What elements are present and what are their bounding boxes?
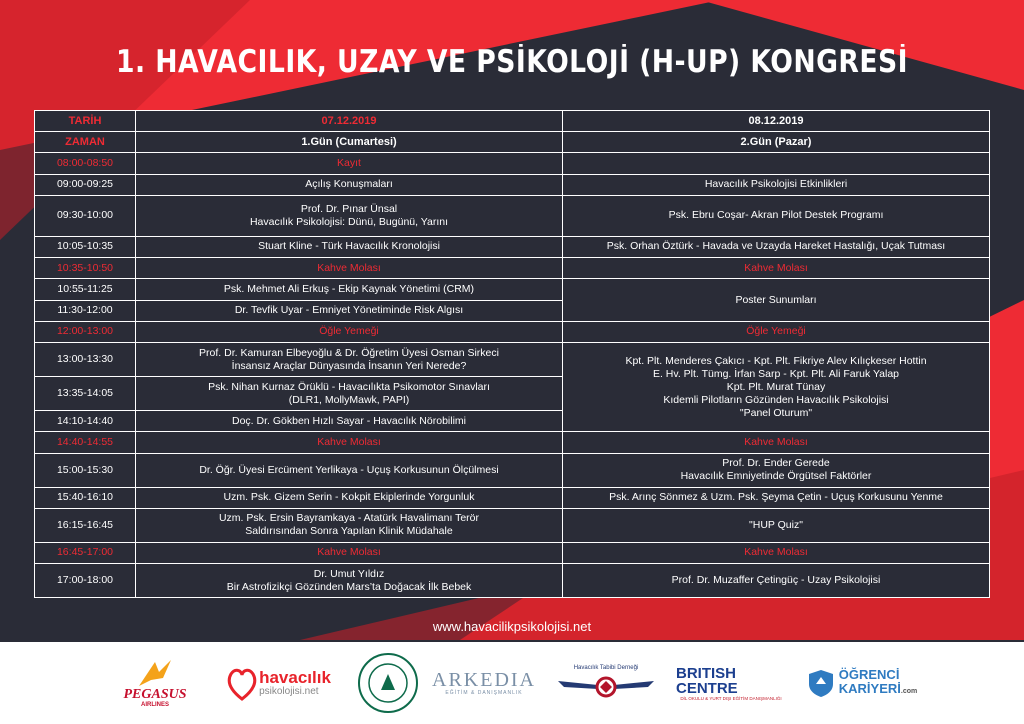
session-cell [563, 453, 990, 487]
table-row [35, 487, 990, 508]
break-cell: Kahve Molası [136, 542, 563, 563]
session-cell: Doç. Dr. Gökben Hızlı Sayar - Havacılık Nörobilimi [136, 411, 563, 432]
time-cell: 09:00-09:25 [35, 174, 136, 195]
british-centre-logo [676, 650, 786, 716]
session-topic: İnsansız Araçlar Dünyasında İnsanın Yeri Nerede? [231, 359, 467, 372]
panel-line: Kpt. Plt. Menderes Çakıcı - Kpt. Plt. Fikriye Alev Kılıçkeser Hottin [625, 354, 927, 367]
panel-cell [563, 343, 990, 432]
table-row [35, 321, 990, 342]
lunch-cell: Öğle Yemeği [563, 321, 990, 342]
heart-icon [227, 665, 257, 701]
session-topic: Havacılık Emniyetinde Örgütsel Faktörler [680, 470, 872, 483]
table-row [35, 132, 990, 153]
time-cell: 14:10-14:40 [35, 411, 136, 432]
time-cell: 09:30-10:00 [35, 195, 136, 236]
table-row [35, 542, 990, 563]
session-speaker: Prof. Dr. Pınar Ünsal [300, 202, 398, 215]
session-cell: Uzm. Psk. Gizem Serin - Kokpit Ekiplerinde Yorgunluk [136, 487, 563, 508]
table-row [35, 153, 990, 174]
session-speaker: Prof. Dr. Ender Gerede [722, 457, 830, 470]
uskudar-seal-icon [357, 652, 419, 714]
session-topic: Bir Astrofizikçi Gözünden Mars’ta Doğacak İlk Bebek [226, 580, 472, 593]
table-row [35, 195, 990, 236]
panel-line: E. Hv. Plt. Tümg. İrfan Sarp - Kpt. Plt. Ali Faruk Yalap [652, 367, 900, 380]
day1-date: 07.12.2019 [136, 111, 563, 132]
dernek-name: Havacılık Tabibi Derneği [573, 665, 639, 671]
table-row [35, 343, 990, 377]
havacilik-name: havacılık [259, 668, 331, 687]
day2-name: 2.Gün (Pazar) [563, 132, 990, 153]
shield-icon [807, 668, 835, 698]
british-name: BRITISH CENTRE [676, 664, 738, 697]
session-cell: "HUP Quiz" [563, 508, 990, 542]
time-cell: 10:35-10:50 [35, 258, 136, 279]
time-cell: 10:55-11:25 [35, 279, 136, 300]
ogrenci-kariyeri-logo [806, 650, 918, 716]
pegasus-name: PEGASUS [123, 687, 187, 702]
session-cell [136, 508, 563, 542]
session-cell: Poster Sunumları [563, 279, 990, 321]
session-speaker: Uzm. Psk. Ersin Bayramkaya - Atatürk Havalimanı Terör [218, 512, 480, 525]
time-cell: 15:00-15:30 [35, 453, 136, 487]
table-row [35, 236, 990, 257]
lunch-cell: Öğle Yemeği [136, 321, 563, 342]
arkedia-name: ARKEDIA [432, 669, 536, 691]
arkedia-sub: EĞİTİM & DANIŞMANLIK [445, 690, 523, 696]
time-cell: 12:00-13:00 [35, 321, 136, 342]
pegasus-sub: AIRLINES [140, 702, 169, 708]
time-cell: 14:40-14:55 [35, 432, 136, 453]
uskudar-logo [355, 650, 421, 716]
zaman-label: ZAMAN [35, 132, 136, 153]
session-cell [136, 377, 563, 411]
panel-line: Kıdemli Pilotların Gözünden Havacılık Psikolojisi [663, 393, 889, 406]
time-cell: 08:00-08:50 [35, 153, 136, 174]
kariyeri-com: .com [900, 687, 918, 695]
session-cell: Dr. Öğr. Üyesi Ercüment Yerlikaya - Uçuş Korkusunun Ölçülmesi [136, 453, 563, 487]
table-row [35, 564, 990, 598]
break-cell: Kahve Molası [563, 432, 990, 453]
table-row [35, 258, 990, 279]
session-topic: (DLR1, MollyMawk, PAPI) [288, 393, 410, 406]
time-cell: 10:05-10:35 [35, 236, 136, 257]
day1-name: 1.Gün (Cumartesi) [136, 132, 563, 153]
break-cell: Kahve Molası [563, 258, 990, 279]
panel-line: Kpt. Plt. Murat Tünay [726, 380, 826, 393]
session-cell: Dr. Tevfik Uyar - Emniyet Yönetiminde Risk Algısı [136, 300, 563, 321]
empty-cell [563, 153, 990, 174]
table-row [35, 432, 990, 453]
time-cell: 17:00-18:00 [35, 564, 136, 598]
session-topic: Havacılık Psikolojisi: Dünü, Bugünü, Yarını [249, 215, 449, 228]
time-cell: 13:00-13:30 [35, 343, 136, 377]
session-cell: Açılış Konuşmaları [136, 174, 563, 195]
session-cell: Prof. Dr. Muzaffer Çetingüç - Uzay Psikolojisi [563, 564, 990, 598]
session-topic: Saldırısından Sonra Yapılan Klinik Müdahale [245, 525, 453, 538]
session-cell [136, 564, 563, 598]
session-cell [136, 195, 563, 236]
schedule-table [34, 110, 990, 598]
table-row [35, 174, 990, 195]
session-cell: Psk. Orhan Öztürk - Havada ve Uzayda Hareket Hastalığı, Uçak Tutması [563, 236, 990, 257]
session-cell: Stuart Kline - Türk Havacılık Kronolojisi [136, 236, 563, 257]
time-cell: 15:40-16:10 [35, 487, 136, 508]
pegasus-logo [112, 650, 198, 716]
session-cell [136, 343, 563, 377]
time-cell: 16:15-16:45 [35, 508, 136, 542]
wings-emblem-icon [556, 671, 656, 701]
day2-date: 08.12.2019 [563, 111, 990, 132]
arkedia-logo [434, 650, 534, 716]
time-cell: 11:30-12:00 [35, 300, 136, 321]
table-row [35, 508, 990, 542]
sponsor-footer [0, 642, 1024, 724]
panel-line: "Panel Oturum" [739, 406, 813, 419]
dernek-logo [552, 650, 660, 716]
session-speaker: Psk. Nihan Kurnaz Örüklü - Havacılıkta Psikomotor Sınavları [208, 380, 490, 393]
pegasus-wing-icon [135, 658, 175, 688]
havacilik-logo [220, 650, 338, 716]
session-speaker: Prof. Dr. Kamuran Elbeyoğlu & Dr. Öğretim Üyesi Osman Sirkeci [199, 346, 499, 359]
table-row [35, 453, 990, 487]
website-link[interactable]: www.havacilikpsikolojisi.net [432, 619, 592, 634]
break-cell: Kahve Molası [563, 542, 990, 563]
time-cell: 16:45-17:00 [35, 542, 136, 563]
session-cell: Psk. Mehmet Ali Erkuş - Ekip Kaynak Yönetimi (CRM) [136, 279, 563, 300]
table-row [35, 279, 990, 300]
congress-title: 1. HAVACILIK, UZAY VE PSİKOLOJİ (H-UP) KONGRESİ [115, 44, 909, 80]
break-cell: Kahve Molası [136, 258, 563, 279]
session-cell: Kayıt [136, 153, 563, 174]
kariyeri-text: KARİYERİ [838, 680, 901, 696]
session-cell: Psk. Arınç Sönmez & Uzm. Psk. Şeyma Çetin - Uçuş Korkusunu Yenme [563, 487, 990, 508]
tarih-label: TARİH [35, 111, 136, 132]
session-cell: Havacılık Psikolojisi Etkinlikleri [563, 174, 990, 195]
session-cell: Psk. Ebru Coşar- Akran Pilot Destek Programı [563, 195, 990, 236]
british-sub: DİL OKULU & YURT DIŞI EĞİTİM DANIŞMANLIĞI [680, 695, 782, 701]
break-cell: Kahve Molası [136, 432, 563, 453]
table-row [35, 111, 990, 132]
ogrenci-text: ÖĞRENCİ [838, 666, 900, 682]
time-cell: 13:35-14:05 [35, 377, 136, 411]
havacilik-sub: psikolojisi.net [259, 686, 319, 697]
session-speaker: Dr. Umut Yıldız [313, 567, 385, 580]
